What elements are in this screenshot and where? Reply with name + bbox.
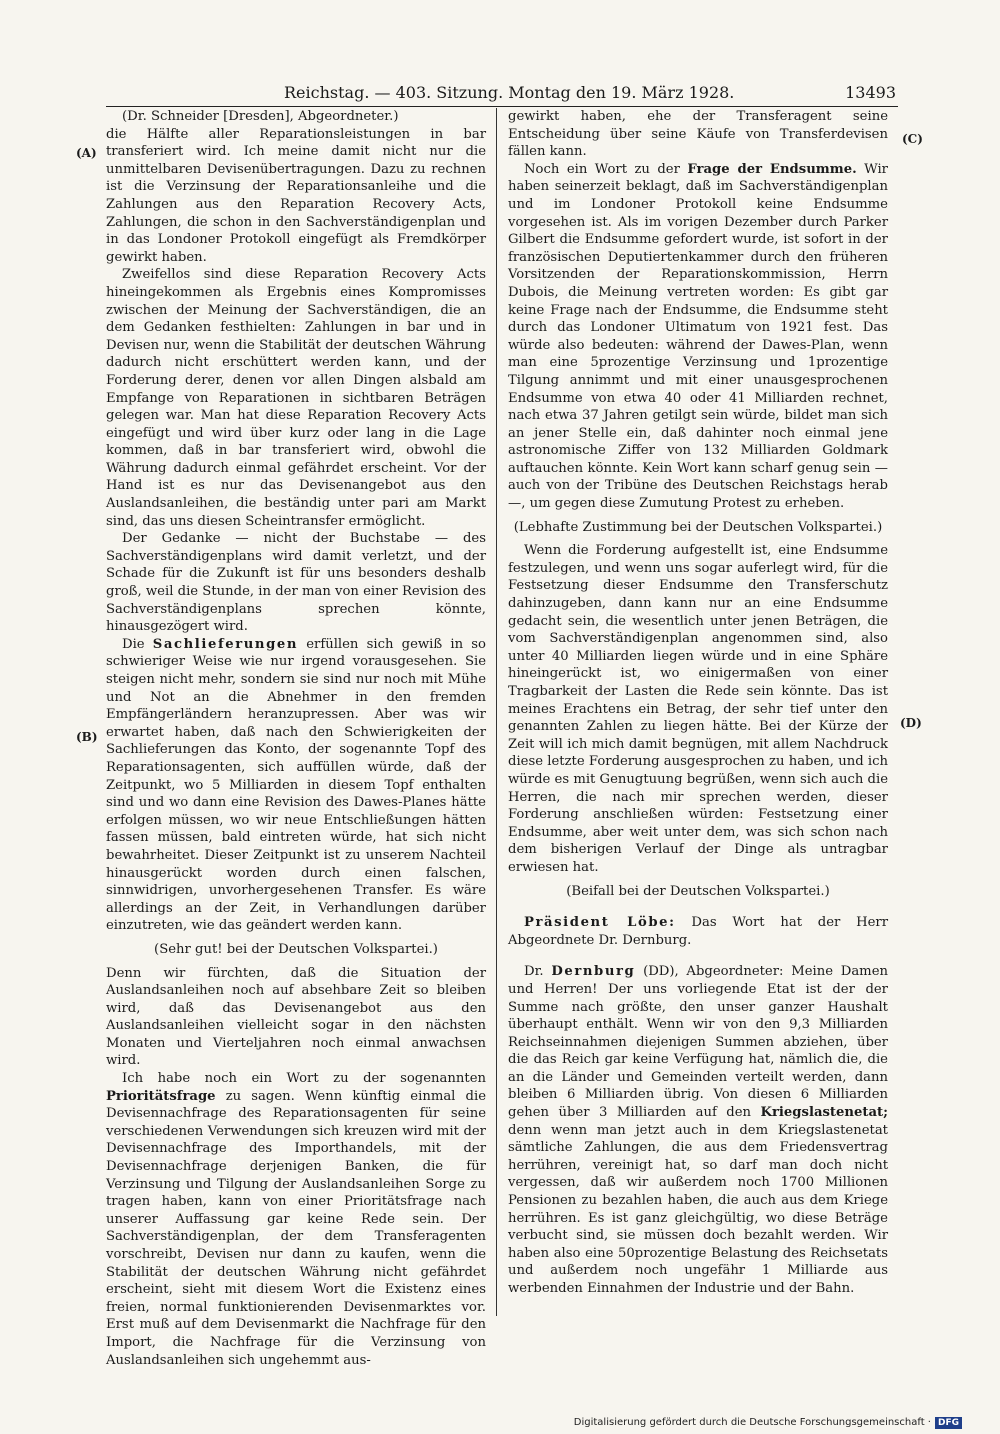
footer-credit <box>574 1417 962 1429</box>
emphasized-term: Prioritätsfrage <box>106 1088 216 1104</box>
header-title: Reichstag. — 403. Sitzung. Montag den 19. März 1928. <box>284 83 735 102</box>
paragraph: Wenn die Forderung aufgestellt ist, eine Endsumme festzulegen, und wenn uns sogar auferlegt wird, für die Festsetzung dieser Endsumme den Transferschutz dahinzugeben, dann kann nur an eine Endsumme gedacht sein, die wesentlich unter jenen Beträgen, die vom Sachverständigenplan angenommen sind, also unter 40 Milliarden liegen würde und in eine Sphäre hineingerückt ist, wo einigermaßen von einer Tragbarkeit der Lasten die Rede sein könnte. Das ist meines Erachtens ein Betrag, der sehr tief unter den genannten Zahlen zu liegen hätte. Bei der Kürze der Zeit will ich mich damit begnügen, mit allem Nachdruck diese letzte Forderung ausgesprochen zu haben, und ich würde es mit Genugtuung begrüßen, wenn sich auch die Herren, die nach mir sprechen werden, dieser Forderung anschließen würden: Festsetzung einer Endsumme, aber weit unter dem, was sich schon nach dem bisherigen Verlauf der Dinge als untragbar erwiesen hat. <box>508 543 888 875</box>
emphasized-term: Sachlieferungen <box>152 636 299 652</box>
speaker-name: Präsident Löbe: <box>524 915 676 931</box>
emphasized-term: Kriegslastenetat; <box>760 1105 888 1121</box>
page-number: 13493 <box>845 83 896 102</box>
interjection: (Lebhafte Zustimmung bei der Deutschen Volkspartei.) <box>513 519 883 535</box>
text-run: Das Wort hat der Herr Abgeordnete Dr. Dernburg. <box>508 915 888 948</box>
paragraph <box>508 161 888 513</box>
speaker-note: (Dr. Schneider [Dresden], Abgeordneter.) <box>122 109 399 124</box>
paragraph <box>106 636 486 935</box>
text-run: (DD), Abgeordneter: Meine Damen und Herren! Der uns vorliegende Etat ist der der Summe nach größte, den unser ganzer Haushalt überhaupt enthält. Wenn wir von den 9,3 Milliarden Reichseinnahmen diejenigen Summen abziehen, über die das Reich gar keine Verfügung hat, nämlich die, die an die Länder und Gemeinden verteilt werden, dann bleiben 6 Milliarden übrig. Von diesen 6 Milliarden gehen über 3 Milliarden auf den <box>508 964 888 1121</box>
paragraph: Der Gedanke — nicht der Buchstabe — des Sachverständigenplans wird damit verletzt, und der Schade für die Zukunft ist für uns besonders deshalb groß, weil die Stunde, in der man von einer Revision des Sachverständigenplans sprechen könnte, hinausgezögert wird. <box>106 531 486 635</box>
text-run: zu sagen. Wenn künftig einmal die Devisennachfrage des Reparationsagenten für seine verschiedenen Verwendungen sich kreuzen wird mit der Devisennachfrage des Importhandels, mit der Devisennachfrage derjenigen Banken, die für Verzinsung und Tilgung der Auslandsanleihen Sorge zu tragen haben, kann von einer Prioritätsfrage nach unserer Auffassung gar keine Rede sein. Der Sachverständigenplan, der dem Transferagenten vorschreibt, Devisen nur dann zu kaufen, wenn die Stabilität der deutschen Währung nicht gefährdet erscheint, sieht mit diesem Wort die Existenz eines freien, normal funktionierenden Devisenmarktes vor. Erst muß auf dem Devisenmarkt die Nachfrage für den Import, die Nachfrage für die Verzinsung von Auslandsanleihen sich ungehemmt aus- <box>106 1088 486 1368</box>
president-statement <box>508 914 888 949</box>
interjection: (Beifall bei der Deutschen Volkspartei.) <box>566 883 830 899</box>
column-divider <box>496 108 497 1316</box>
text-run: Ich habe noch ein Wort zu der sogenannten <box>122 1071 486 1087</box>
dfg-logo: DFG <box>935 1417 962 1429</box>
margin-mark-b: (B) <box>76 730 98 744</box>
text-run: Noch ein Wort zu der <box>524 161 688 177</box>
footer-text: Digitalisierung gefördert durch die Deutsche Forschungsgemeinschaft · <box>573 1417 931 1428</box>
paragraph: Denn wir fürchten, daß die Situation der Auslandsanleihen noch auf absehbare Zeit so bleiben wird, daß das Devisenangebot aus den Auslandsanleihen vielleicht sogar in den nächsten Monaten und Vierteljahren noch einmal anwachsen wird. <box>106 965 486 1069</box>
paragraph <box>106 1070 486 1369</box>
margin-mark-d: (D) <box>900 716 922 730</box>
text-run: Die <box>122 636 153 652</box>
text-run: Dr. <box>524 964 552 980</box>
left-column <box>106 108 486 1369</box>
emphasized-term: Frage der Endsumme. <box>687 161 857 177</box>
paragraph: die Hälfte aller Reparationsleistungen in bar transferiert wird. Ich meine damit nicht nur die unmittelbaren Devisenübertragungen. Dazu zu rechnen ist die Verzinsung der Reparationsanleihe und die Zahlungen aus den Reparation Recovery Acts, Zahlungen, die schon in den Sachverständigenplan und in das Londoner Protokoll eingefügt als Fremdkörper gewirkt haben. <box>106 126 486 265</box>
page-header <box>108 80 896 106</box>
interjection: (Sehr gut! bei der Deutschen Volkspartei.) <box>154 941 438 957</box>
header-rule <box>106 106 898 107</box>
paragraph: gewirkt haben, ehe der Transferagent seine Entscheidung über seine Käufe von Transferdevisen fällen kann. <box>508 109 888 160</box>
speaker-statement <box>508 963 888 1297</box>
margin-mark-c: (C) <box>902 132 923 146</box>
speaker-name: Dernburg <box>551 964 636 980</box>
text-run: denn wenn man jetzt auch in dem Kriegslastenetat sämtliche Zahlungen, die aus dem Friedensvertrag herrühren, vereinigt hat, so darf man doch nicht vergessen, daß wir außerdem noch 1700 Millionen Pensionen zu bezahlen haben, die auch aus dem Kriege herrühren. Es ist ganz gleichgültig, wo diese Beträge verbucht sind, sie müssen doch bezahlt werden. Wir haben also eine 50prozentige Belastung des Reichsetats und außerdem noch ungefähr 1 Milliarde aus werbenden Einnahmen der Industrie und der Bahn. <box>508 1122 888 1296</box>
right-column <box>508 108 888 1298</box>
text-run: erfüllen sich gewiß in so schwieriger Weise wie nur irgend vorausgesehen. Sie steigen nicht mehr, sondern sie sind nur noch mit Mühe und Not an die Abnehmer in den fremden Empfängerländern heranzupressen. Aber was wir erwartet haben, daß nach den Schwierigkeiten der Sachlieferungen das Konto, der sogenannte Topf des Reparationsagenten, sich auffüllen würde, daß der Zeitpunkt, wo 5 Milliarden in diesem Topf enthalten sind und wo dann eine Revision des Dawes-Planes hätte erfolgen müssen, wo wir neue Entschließungen hätten fassen müssen, bald eintreten würde, hat sich nicht bewahrheitet. Dieser Zeitpunkt ist zu unserem Nachteil hinausgerückt worden durch einen falschen, sinnwidrigen, unvorhergesehenen Transfer. Es wäre allerdings an der Zeit, in Verhandlungen darüber einzutreten, wie das geändert werden kann. <box>106 636 486 934</box>
text-run: Wir haben seinerzeit beklagt, daß im Sachverständigenplan und im Londoner Protokoll keine Endsumme vorgesehen ist. Als im vorigen Dezember durch Parker Gilbert die Endsumme gefordert wurde, ist sofort in der französischen Deputiertenkammer durch den früheren Vorsitzenden der Reparationskommission, Herrn Dubois, die Meinung vertreten worden: Es gibt gar keine Frage nach der Endsumme, die Endsumme steht durch das Londoner Ultimatum von 1921 fest. Das würde also bedeuten: während der Dawes-Plan, wenn man eine 5prozentige Verzinsung und 1prozentige Tilgung annimmt und mit einer unausgesprochenen Endsumme von etwa 40 oder 41 Milliarden rechnet, nach etwa 37 Jahren getilgt sein würde, bildet man sich an jener Stelle ein, daß dahinter noch einmal jene astronomische Ziffer von 132 Milliarden Goldmark auftauchen könnte. Kein Wort kann scharf genug sein — auch von der Tribüne des Deutschen Reichstags herab —, um gegen diese Zumutung Protest zu erheben. <box>508 161 888 512</box>
paragraph: Zweifellos sind diese Reparation Recovery Acts hineingekommen als Ergebnis eines Kompromisses zwischen der Meinung der Sachverständigen, die an dem Gedanken festhielten: Zahlungen in bar und in Devisen nur, wenn die Stabilität der deutschen Währung dadurch nicht erschüttert werden kann, und der Forderung derer, denen vor allen Dingen alsbald am Empfange von Reparationen in sichtbaren Beträgen gelegen war. Man hat diese Reparation Recovery Acts eingefügt und wird über kurz oder lang in die Lage kommen, daß in bar transferiert wird, obwohl die Währung dadurch einmal gefährdet erscheint. Vor der Hand ist es nur das Devisenangebot aus den Auslandsanleihen, die beständig unter pari am Markt sind, das uns diesen Scheintransfer ermöglicht. <box>106 267 486 529</box>
margin-mark-a: (A) <box>76 146 97 160</box>
